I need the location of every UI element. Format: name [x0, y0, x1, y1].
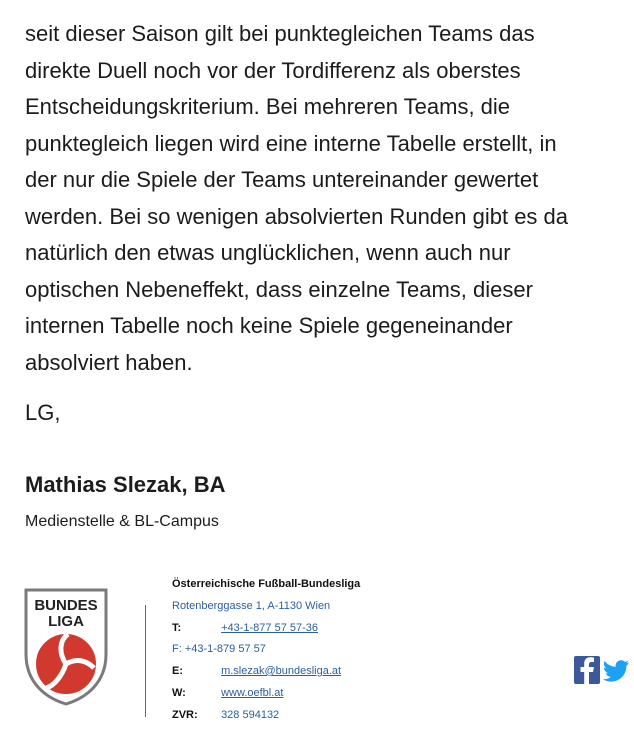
signature-divider	[145, 605, 146, 717]
logo-text-liga: LIGA	[48, 613, 84, 630]
body-line: Entscheidungskriterium. Bei mehreren Teams, die	[25, 94, 511, 119]
body-line: optischen Nebeneffekt, dass einzelne Teams, dieser	[25, 276, 533, 302]
body-line: direkte Duell noch vor der Tordifferenz als oberstes	[25, 57, 521, 83]
body-line: natürlich den etwas unglücklichen, wenn auch nur	[25, 240, 511, 265]
body-line: werden. Bei so wenigen absolvierten Runden gibt es da	[25, 203, 569, 229]
logo-text-bundes: BUNDES	[34, 597, 98, 614]
zvr-label: ZVR:	[172, 709, 198, 721]
web-row	[172, 687, 283, 699]
email-link[interactable]: m.slezak@bundesliga.at	[221, 665, 342, 677]
address-text: Rotenberggasse 1, A-1130 Wien	[172, 600, 331, 612]
facebook-icon[interactable]	[574, 656, 600, 684]
zvr-value: 328 594132	[221, 709, 280, 721]
org-name: Österreichische Fußball-Bundesliga	[172, 578, 361, 590]
fax-text[interactable]: F: +43-1-879 57 57	[172, 643, 266, 655]
signature-name: Mathias Slezak, BA	[25, 472, 226, 497]
fax-row	[172, 643, 266, 655]
email-label: E:	[172, 665, 183, 677]
twitter-glyph	[602, 656, 630, 684]
signature-role: Medienstelle & BL-Campus	[25, 513, 219, 530]
web-link[interactable]: www.oefbl.at	[221, 687, 284, 699]
address-line	[172, 600, 330, 612]
zvr-row	[172, 709, 279, 721]
web-label: W:	[172, 687, 186, 699]
body-line: absolviert haben.	[25, 349, 193, 375]
bundesliga-logo	[24, 588, 108, 706]
email-body	[25, 16, 625, 381]
body-line: punktegleich liegen wird eine interne Tabelle erstellt, in	[25, 130, 557, 156]
body-line: internen Tabelle noch keine Spiele gegeneinander	[25, 313, 513, 338]
facebook-glyph	[574, 656, 600, 684]
phone-label: T:	[172, 622, 182, 634]
greeting: LG,	[25, 400, 61, 425]
body-line: seit dieser Saison gilt bei punktegleichen Teams das	[25, 21, 535, 46]
body-line: der nur die Spiele der Teams untereinander gewertet	[25, 167, 539, 192]
phone-row	[172, 622, 318, 634]
email-row	[172, 665, 341, 677]
phone-link[interactable]: +43-1-877 57 57-36	[221, 622, 318, 634]
twitter-icon[interactable]	[602, 656, 630, 684]
